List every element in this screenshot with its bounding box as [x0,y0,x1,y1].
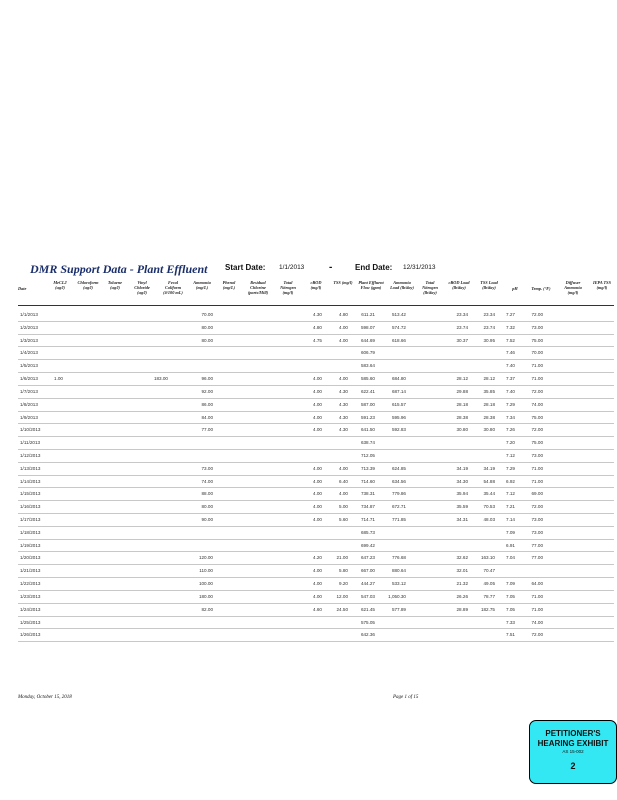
cell-date: 1/13/2013 [20,465,41,471]
cell-tss: 4.00 [339,465,348,471]
cell-ph: 6.91 [506,542,515,548]
cell-temp: 71.00 [531,593,543,599]
cell-cbodload: 28.89 [456,606,468,612]
cell-tssload: 28.12 [483,376,495,382]
cell-temp: 70.00 [531,350,543,356]
cell-tssload: 23.34 [483,312,495,317]
cell-mecl: 1.00 [54,376,63,382]
cell-temp: 73.00 [531,324,543,330]
cell-date: 1/4/2013 [20,350,38,356]
cell-date: 1/14/2013 [20,478,41,484]
cell-tss: 5.60 [339,517,348,522]
start-date-label: Start Date: [225,263,266,272]
cell-flow: 713.39 [360,465,375,471]
cell-tss: 5.80 [339,568,348,574]
col-tss: TSS (mg/l) [333,280,353,285]
cell-flow: 712.05 [360,452,375,458]
cell-temp: 74.00 [531,619,543,625]
cell-cbod: 4.00 [313,465,322,471]
cell-tss: 4.80 [339,312,348,317]
cell-ph: 7.20 [506,440,515,446]
cell-date: 1/17/2013 [20,517,41,522]
cell-flow: 642.36 [360,632,375,638]
exhibit-sticker [529,720,617,784]
cell-tssload: 28.18 [483,401,495,407]
cell-cbodload: 34.19 [456,465,468,471]
cell-flow: 644.69 [360,337,375,343]
cell-cbod: 4.00 [313,517,322,522]
cell-amload: 776.68 [391,555,406,561]
table-row [18,501,614,514]
cell-ph: 7.09 [506,581,515,587]
col-residual-chlorine: Residual Chlorine (parts/Mill) [247,280,269,295]
report-header [0,262,617,276]
cell-ph: 7.14 [506,517,515,522]
cell-ammonia: 90.00 [201,517,213,522]
cell-amload: 880.64 [391,568,406,574]
col-toluene: Toluene (ug/l) [107,280,123,290]
cell-cbodload: 28.38 [456,414,468,420]
cell-tss: 5.00 [339,504,348,510]
col-iepa-tss: IEPA TSS (mg/l) [593,280,611,290]
cell-temp: 72.00 [531,427,543,433]
cell-flow: 444.27 [360,581,375,587]
cell-flow: 622.41 [360,388,375,394]
cell-ammonia: 70.00 [201,312,213,317]
cell-temp: 71.00 [531,465,543,471]
exhibit-number: 2 [570,761,576,771]
cell-tssload: 70.53 [483,504,495,510]
cell-temp: 75.00 [531,337,543,343]
table-row [18,578,614,591]
cell-flow: 547.03 [360,593,375,599]
cell-ph: 7.09 [506,529,515,535]
cell-tssload: 54.88 [483,478,495,484]
cell-flow: 667.00 [360,568,375,574]
cell-amload: 533.12 [391,581,406,587]
cell-tss: 4.30 [339,401,348,407]
cell-flow: 621.45 [360,606,375,612]
table-row [18,309,614,322]
table-row [18,604,614,617]
cell-date: 1/2/2013 [20,324,38,330]
cell-cbod: 4.00 [313,593,322,599]
cell-amload: 615.57 [391,401,406,407]
table-row [18,565,614,578]
cell-cbodload: 23.74 [456,324,468,330]
cell-cbodload: 23.34 [456,312,468,317]
cell-flow: 699.42 [360,542,375,548]
cell-date: 1/3/2013 [20,337,38,343]
cell-ammonia: 77.00 [201,427,213,433]
cell-flow: 647.23 [360,555,375,561]
table-row [18,540,614,553]
cell-cbodload: 32.62 [456,555,468,561]
cell-tss: 9.20 [339,581,348,587]
cell-cbodload: 28.12 [456,376,468,382]
cell-cbodload: 34.30 [456,478,468,484]
footer-date: Monday, October 15, 2018 [18,695,72,700]
cell-ammonia: 84.00 [201,414,213,420]
cell-ammonia: 180.00 [198,593,213,599]
cell-date: 1/9/2013 [20,414,38,420]
cell-tss: 21.00 [336,555,348,561]
cell-cbodload: 21.32 [456,581,468,587]
cell-temp: 73.00 [531,529,543,535]
cell-temp: 77.00 [531,542,543,548]
table-row [18,437,614,450]
col-temp: Temp. (°F) [531,286,551,291]
cell-date: 1/15/2013 [20,491,41,497]
date-separator: - [329,262,333,273]
cell-amload: 634.56 [391,478,406,484]
cell-tssload: 30.80 [483,427,495,433]
col-total-nitrogen-load: Total Nitrogen (lb/day) [422,280,438,295]
cell-temp: 72.00 [531,632,543,638]
cell-ph: 7.40 [506,363,515,369]
cell-ph: 7.33 [506,619,515,625]
cell-temp: 75.00 [531,414,543,420]
cell-date: 1/12/2013 [20,452,41,458]
table-row [18,399,614,412]
data-table [0,309,617,642]
cell-flow: 587.00 [360,401,375,407]
cell-ammonia: 80.00 [201,337,213,343]
table-row [18,514,614,527]
cell-temp: 71.00 [531,363,543,369]
cell-cbod: 4.00 [313,581,322,587]
cell-ph: 7.37 [506,376,515,382]
col-fecal-coliform: Fecal Coliform (#/100 mL) [163,280,183,295]
cell-date: 1/5/2013 [20,363,38,369]
cell-ph: 7.46 [506,350,515,356]
exhibit-line1: PETITIONER'S [545,729,601,738]
cell-temp: 71.00 [531,606,543,612]
cell-ph: 7.04 [506,555,515,561]
table-row [18,373,614,386]
table-row [18,386,614,399]
cell-temp: 74.00 [531,401,543,407]
cell-tss: 4.30 [339,427,348,433]
table-row [18,450,614,463]
exhibit-case-number: AS 15-002 [562,749,584,754]
cell-date: 1/1/2013 [20,312,38,317]
col-mecl2: MeCL2 (ug/l) [53,280,67,290]
cell-ammonia: 74.00 [201,478,213,484]
cell-cbod: 4.75 [313,337,322,343]
cell-tss: 6.40 [339,478,348,484]
table-row [18,335,614,348]
header-rule [18,305,614,306]
end-date-label: End Date: [355,263,393,272]
cell-tss: 4.00 [339,376,348,382]
cell-cbod: 4.30 [313,312,322,317]
table-row [18,347,614,360]
start-date-value: 1/1/2013 [279,264,305,271]
cell-ph: 7.40 [506,388,515,394]
cell-cbodload: 30.37 [456,337,468,343]
cell-date: 1/10/2013 [20,427,41,433]
cell-ammonia: 80.00 [201,504,213,510]
cell-tssload: 78.77 [483,593,495,599]
col-chloroform: Chloroform (ug/l) [77,280,99,290]
table-row [18,360,614,373]
cell-flow: 714.71 [360,517,375,522]
cell-cbodload: 35.59 [456,504,468,510]
cell-temp: 72.00 [531,312,543,317]
cell-tss: 4.00 [339,491,348,497]
cell-cbod: 4.00 [313,427,322,433]
cell-date: 1/8/2013 [20,401,38,407]
cell-ammonia: 80.00 [201,324,213,330]
cell-ammonia: 96.00 [201,376,213,382]
col-date: Date [18,286,27,291]
table-row [18,591,614,604]
cell-ph: 7.29 [506,465,515,471]
cell-temp: 71.00 [531,478,543,484]
col-ammonia: Ammonia (mg/L) [193,280,211,290]
cell-cbod: 4.00 [313,388,322,394]
table-row [18,412,614,425]
cell-amload: 595.96 [391,414,406,420]
cell-fecal: 183.00 [153,376,168,382]
cell-temp: 69.00 [531,491,543,497]
cell-tssload: 30.95 [483,337,495,343]
exhibit-line2: HEARING EXHIBIT [537,739,609,748]
col-diffuser-ammonia: Diffuser Ammonia (mg/l) [564,280,582,295]
cell-tssload: 28.38 [483,414,495,420]
cell-amload: 687.14 [391,388,406,394]
table-row [18,322,614,335]
cell-date: 1/7/2013 [20,388,38,394]
col-ammonia-load: Ammonia Load (lb/day) [390,280,414,290]
cell-tssload: 163.10 [480,555,495,561]
cell-cbod: 4.20 [313,555,322,561]
cell-temp: 64.00 [531,581,543,587]
cell-ph: 6.92 [506,478,515,484]
cell-cbodload: 28.18 [456,401,468,407]
cell-cbodload: 32.01 [456,568,468,574]
cell-temp: 77.00 [531,555,543,561]
cell-date: 1/23/2013 [20,593,41,599]
cell-ph: 7.32 [506,324,515,330]
cell-amload: 592.83 [391,427,406,433]
cell-amload: 574.72 [391,324,406,330]
table-row [18,527,614,540]
table-row [18,629,614,642]
cell-tss: 4.30 [339,414,348,420]
cell-ph: 7.34 [506,414,515,420]
report-title: DMR Support Data - Plant Effluent [30,262,208,276]
cell-cbod: 4.00 [313,414,322,420]
cell-cbod: 4.00 [313,491,322,497]
cell-tss: 4.00 [339,337,348,343]
cell-flow: 591.23 [360,414,375,420]
cell-cbod: 4.00 [313,568,322,574]
col-vinyl-chloride: Vinyl Chloride (ug/l) [134,280,150,295]
cell-date: 1/25/2013 [20,619,41,625]
cell-ammonia: 88.00 [201,491,213,497]
cell-tssload: 70.47 [483,568,495,574]
cell-ammonia: 82.00 [201,606,213,612]
cell-temp: 72.00 [531,388,543,394]
cell-ammonia: 100.00 [198,581,213,587]
cell-temp: 71.00 [531,376,543,382]
cell-ammonia: 92.00 [201,388,213,394]
cell-date: 1/22/2013 [20,581,41,587]
cell-date: 1/16/2013 [20,504,41,510]
cell-amload: 577.89 [391,606,406,612]
cell-amload: 513.42 [391,312,406,317]
cell-amload: 771.85 [391,517,406,522]
cell-tss: 12.00 [336,593,348,599]
cell-date: 1/11/2013 [20,440,41,446]
cell-ph: 7.21 [506,504,515,510]
cell-tss: 24.50 [336,606,348,612]
cell-tssload: 35.85 [483,388,495,394]
cell-tss: 4.00 [339,324,348,330]
cell-date: 1/20/2013 [20,555,41,561]
cell-ph: 7.29 [506,401,515,407]
col-effluent-flow: Plant Effluent Flow (gpm) [358,280,384,290]
cell-cbodload: 30.80 [456,427,468,433]
cell-ph: 7.05 [506,606,515,612]
cell-flow: 606.79 [360,350,375,356]
cell-cbodload: 29.88 [456,388,468,394]
cell-ph: 7.26 [506,427,515,433]
cell-ammonia: 110.00 [199,568,213,574]
cell-amload: 684.80 [391,376,406,382]
cell-date: 1/19/2013 [20,542,41,548]
cell-cbodload: 34.31 [456,517,468,522]
cell-flow: 598.07 [360,324,375,330]
cell-flow: 738.31 [360,491,375,497]
col-total-nitrogen: Total Nitrogen (mg/l) [280,280,296,295]
cell-temp: 73.00 [531,452,543,458]
cell-amload: 1,050.30 [388,593,406,599]
cell-ammonia: 120.00 [198,555,213,561]
cell-date: 1/18/2013 [20,529,41,535]
cell-flow: 714.60 [360,478,375,484]
cell-cbod: 4.00 [313,376,322,382]
table-row [18,488,614,501]
cell-date: 1/6/2013 [20,376,38,382]
cell-cbod: 4.00 [313,504,322,510]
column-headers [0,280,617,302]
cell-ph: 7.05 [506,593,515,599]
cell-temp: 73.00 [531,517,543,522]
cell-amload: 672.71 [391,504,406,510]
cell-tssload: 34.19 [483,465,495,471]
cell-temp: 75.00 [531,440,543,446]
cell-date: 1/26/2013 [20,632,41,638]
table-row [18,424,614,437]
cell-cbod: 4.00 [313,401,322,407]
col-cbod-load: cBOD Load (lb/day) [448,280,470,290]
cell-flow: 734.87 [360,504,375,510]
footer-page: Page 1 of 15 [393,695,419,700]
cell-cbodload: 26.26 [456,593,468,599]
cell-date: 1/24/2013 [20,606,41,612]
cell-ammonia: 73.00 [201,465,213,471]
table-row [18,463,614,476]
cell-flow: 638.74 [360,440,375,446]
cell-ph: 7.27 [506,312,515,317]
cell-flow: 583.64 [360,363,375,369]
cell-tssload: 182.75 [480,606,495,612]
cell-amload: 779.86 [391,491,406,497]
col-phenol: Phenol (mg/L) [222,280,236,290]
cell-cbod: 4.60 [313,606,322,612]
cell-amload: 624.85 [391,465,406,471]
cell-flow: 685.73 [360,529,375,535]
cell-ammonia: 86.00 [201,401,213,407]
col-ph: pH [512,286,518,291]
cell-cbod: 4.80 [313,324,322,330]
cell-cbodload: 35.94 [456,491,468,497]
table-row [18,617,614,630]
cell-tss: 4.30 [339,388,348,394]
table-row [18,476,614,489]
cell-tssload: 35.44 [483,491,495,497]
cell-tssload: 23.74 [483,324,495,330]
cell-ph: 7.51 [506,632,515,638]
cell-ph: 7.12 [506,491,515,497]
end-date-value: 12/31/2013 [403,264,436,271]
cell-flow: 575.05 [360,619,375,625]
table-row [18,552,614,565]
cell-flow: 611.21 [361,312,375,317]
cell-flow: 641.50 [360,427,375,433]
cell-temp: 72.00 [531,504,543,510]
cell-amload: 618.66 [391,337,406,343]
cell-tssload: 49.05 [483,581,495,587]
cell-cbod: 4.00 [313,478,322,484]
cell-tssload: 48.03 [483,517,495,522]
cell-ph: 7.12 [506,452,515,458]
cell-flow: 585.60 [360,376,375,382]
col-tss-load: TSS Load (lb/day) [480,280,498,290]
col-cbod: cBOD (mg/l) [310,280,322,290]
cell-date: 1/21/2013 [20,568,41,574]
cell-ph: 7.52 [506,337,515,343]
